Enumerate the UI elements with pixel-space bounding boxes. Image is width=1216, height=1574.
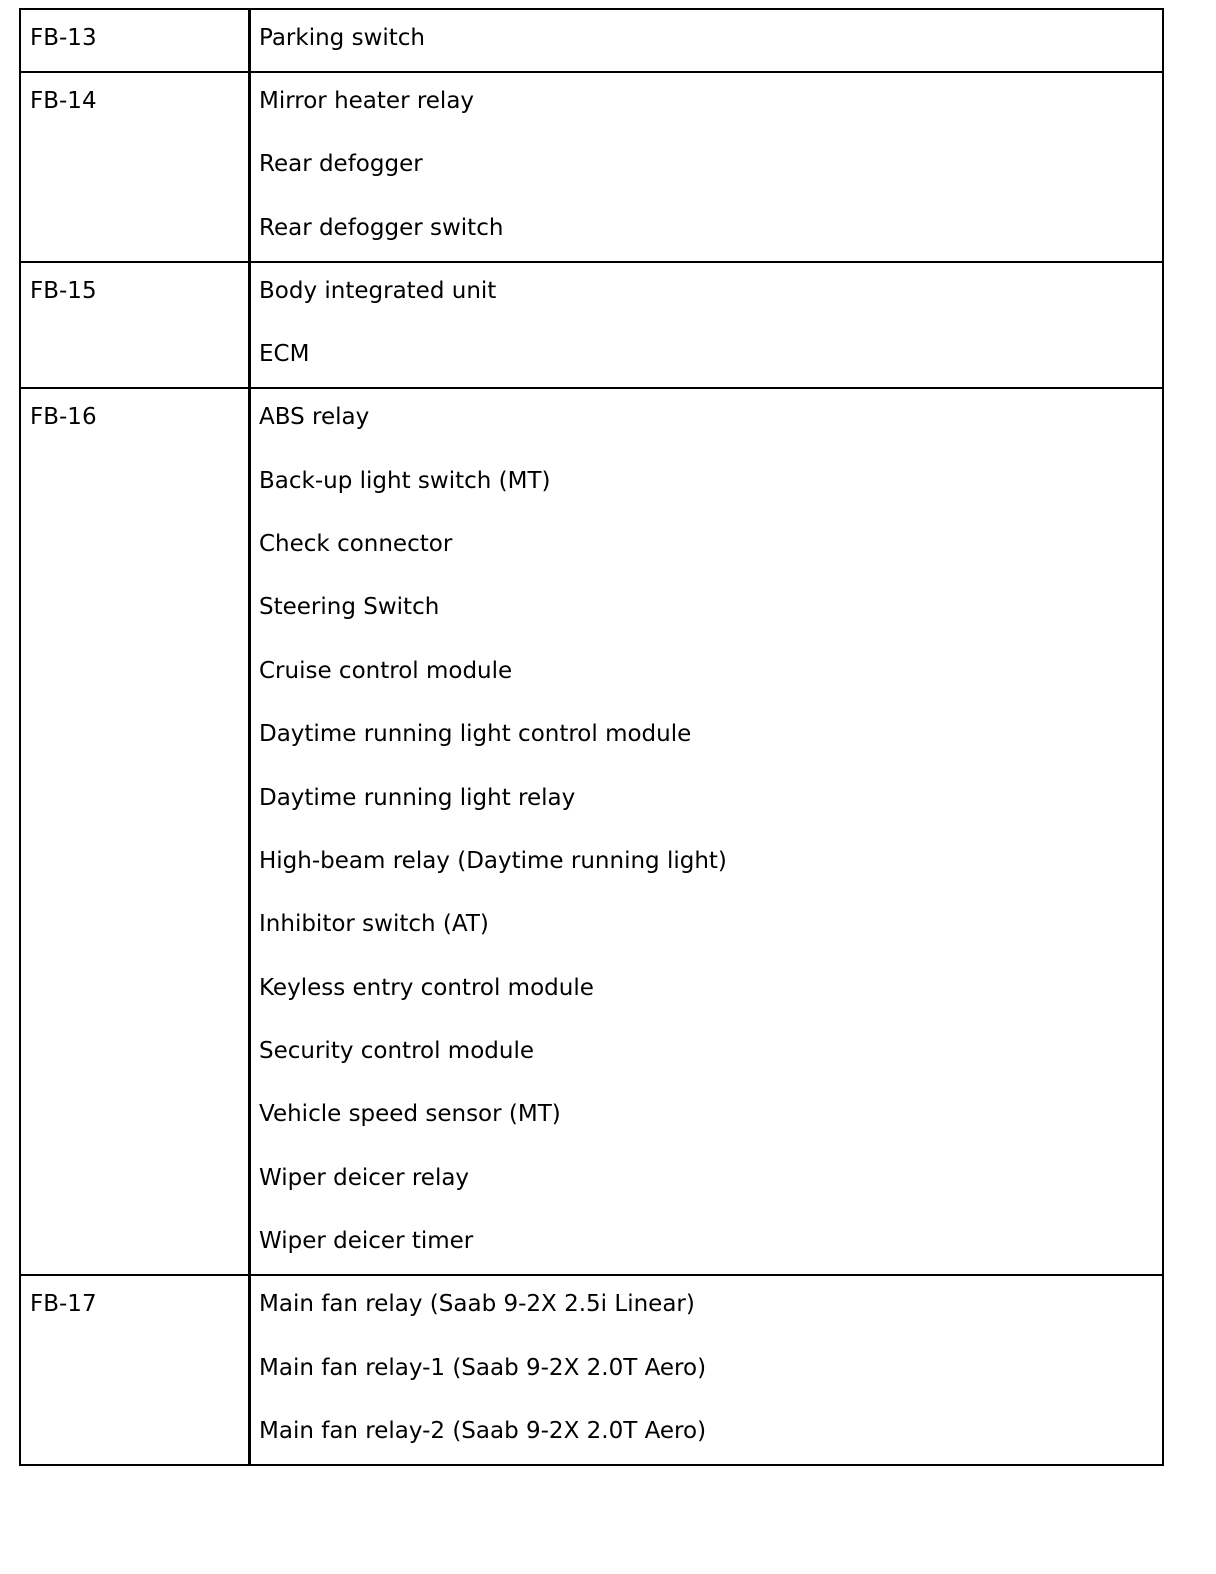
circuit-item: Inhibitor switch (AT): [259, 911, 489, 938]
circuits-cell: [250, 1275, 1164, 1465]
table-body: [20, 9, 1163, 1465]
circuit-item: Rear defogger: [259, 151, 423, 178]
circuit-item: Body integrated unit: [259, 277, 497, 304]
circuit-item: Parking switch: [259, 25, 426, 51]
fuse-id: FB-15: [30, 277, 97, 304]
fuse-cell: [20, 9, 250, 72]
circuit-item: Wiper deicer timer: [259, 1228, 474, 1255]
circuit-item: ECM: [259, 341, 310, 368]
table-row: [20, 388, 1163, 1275]
circuit-item: High-beam relay (Daytime running light): [259, 847, 727, 874]
circuit-item: Cruise control module: [259, 657, 513, 684]
fuse-id: FB-17: [30, 1291, 97, 1318]
circuit-item: Daytime running light control module: [259, 721, 692, 748]
table-row: [20, 9, 1163, 72]
fuse-id: FB-14: [30, 88, 97, 114]
table-row: [20, 262, 1163, 388]
fuse-cell: [20, 1275, 250, 1465]
fuse-cell: [20, 262, 250, 388]
fuse-cell: [20, 72, 250, 262]
fuse-id: FB-16: [30, 404, 97, 431]
circuit-item: Back-up light switch (MT): [259, 467, 551, 494]
circuit-list: [251, 263, 1162, 368]
fuse-id: FB-13: [30, 25, 97, 51]
circuits-cell: [250, 9, 1164, 72]
circuit-item: Security control module: [259, 1038, 534, 1065]
circuit-item: Main fan relay (Saab 9-2X 2.5i Linear): [259, 1291, 695, 1318]
circuits-cell: [250, 262, 1164, 388]
circuit-item: Check connector: [259, 530, 453, 557]
table-row: [20, 72, 1163, 262]
circuits-cell: [250, 72, 1164, 262]
circuit-list: [251, 10, 1162, 52]
circuit-item: Mirror heater relay: [259, 88, 475, 114]
circuits-cell: [250, 388, 1164, 1275]
circuit-item: Main fan relay-1 (Saab 9-2X 2.0T Aero): [259, 1354, 707, 1381]
circuit-list: [251, 73, 1162, 242]
circuit-item: ABS relay: [259, 404, 370, 431]
circuit-item: Steering Switch: [259, 594, 440, 621]
fuse-cell: [20, 388, 250, 1275]
circuit-item: Wiper deicer relay: [259, 1164, 470, 1191]
circuit-item: Rear defogger switch: [259, 214, 504, 241]
circuit-list: [251, 389, 1162, 1255]
circuit-item: Daytime running light relay: [259, 784, 576, 811]
fuse-circuit-table: [19, 8, 1164, 1466]
circuit-item: Keyless entry control module: [259, 974, 594, 1001]
table-row: [20, 1275, 1163, 1465]
circuit-item: Vehicle speed sensor (MT): [259, 1101, 561, 1128]
circuit-item: Main fan relay-2 (Saab 9-2X 2.0T Aero): [259, 1418, 707, 1445]
circuit-list: [251, 1276, 1162, 1445]
